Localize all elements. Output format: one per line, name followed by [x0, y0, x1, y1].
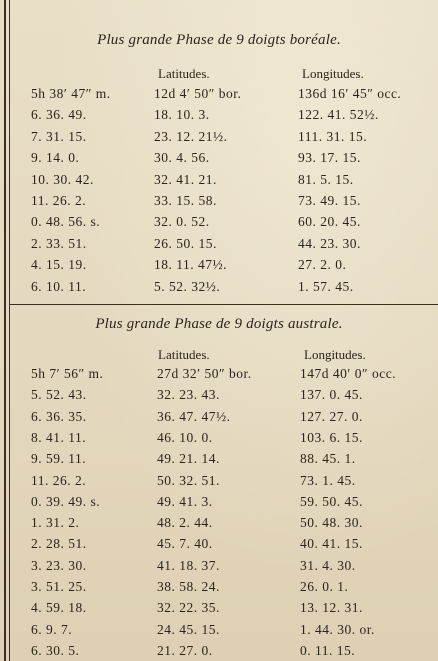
cell-time: 6. 36. 35.: [31, 408, 87, 424]
header-latitudes: Latitudes.: [158, 347, 210, 362]
cell-lat: 33. 15. 58.: [154, 193, 217, 208]
cell-time: 11. 26. 2.: [31, 193, 87, 208]
cell-lat: 18. 11. 47½.: [154, 257, 227, 273]
cell-lat: 30. 4. 56.: [154, 150, 210, 166]
cell-lat: 38. 58. 24.: [157, 579, 220, 594]
cell-time: 6. 30. 5.: [31, 642, 80, 658]
cell-lat: 21. 27. 0.: [157, 642, 213, 658]
cell-lon: 88. 45. 1.: [300, 451, 356, 467]
cell-lon: 26. 0. 1.: [300, 579, 349, 594]
cell-time: 4. 59. 18.: [31, 600, 87, 616]
cell-lat: 32. 41. 21.: [154, 171, 217, 187]
cell-time: 2. 28. 51.: [31, 536, 87, 552]
cell-lat: 49. 21. 14.: [157, 451, 220, 467]
cell-lon: 40. 41. 15.: [300, 536, 363, 552]
cell-lon: 60. 20. 45.: [298, 214, 361, 230]
cell-lat: 48. 2. 44.: [157, 515, 213, 531]
cell-time: 9. 14. 0.: [31, 150, 80, 166]
cell-time: 1. 31. 2.: [31, 515, 80, 531]
cell-lon: 81. 5. 15.: [298, 171, 354, 187]
cell-lon: 73. 49. 15.: [298, 193, 361, 208]
cell-lon: 1. 44. 30. or.: [300, 621, 375, 637]
cell-lat: 23. 12. 21½.: [154, 128, 228, 144]
cell-time: 4. 15. 19.: [31, 257, 87, 273]
cell-lat: 26. 50. 15.: [154, 235, 217, 251]
cell-lat: 41. 18. 37.: [157, 557, 220, 573]
cell-lat: 32. 22. 35.: [157, 600, 220, 616]
section-title: Plus grande Phase de 9 doigts australe.: [95, 316, 343, 332]
cell-lon: 93. 17. 15.: [298, 150, 361, 166]
cell-lon: 136d 16′ 45″ occ.: [298, 86, 402, 101]
cell-time: 0. 39. 49. s.: [31, 493, 101, 509]
cell-lat: 27d 32′ 50″ bor.: [157, 366, 252, 381]
cell-time: 6. 10. 11.: [31, 278, 87, 294]
header-longitudes: Longitudes.: [304, 347, 366, 362]
cell-lon: 1. 57. 45.: [298, 278, 354, 294]
cell-lon: 0. 11. 15.: [300, 642, 356, 658]
cell-lon: 44. 23. 30.: [298, 235, 361, 251]
cell-lat: 24. 45. 15.: [157, 621, 220, 637]
cell-time: 11. 26. 2.: [31, 472, 87, 488]
cell-lon: 137. 0. 45.: [300, 387, 363, 403]
cell-time: 5h 38′ 47″ m.: [31, 86, 111, 101]
cell-lon: 27. 2. 0.: [298, 257, 347, 273]
cell-time: 7. 31. 15.: [31, 128, 87, 144]
cell-time: 8. 41. 11.: [31, 429, 87, 445]
header-latitudes: Latitudes.: [158, 66, 210, 81]
cell-time: 3. 51. 25.: [31, 579, 87, 594]
cell-lat: 18. 10. 3.: [154, 107, 210, 123]
cell-lat: 46. 10. 0.: [157, 429, 213, 445]
cell-lon: 127. 27. 0.: [300, 408, 363, 424]
cell-time: 10. 30. 42.: [31, 171, 94, 187]
header-longitudes: Longitudes.: [302, 66, 364, 81]
cell-lon: 59. 50. 45.: [300, 493, 363, 509]
cell-lat: 32. 23. 43.: [157, 387, 220, 403]
cell-lon: 103. 6. 15.: [300, 429, 363, 445]
cell-lon: 147d 40′ 0″ occ.: [300, 366, 397, 381]
section-divider: [10, 304, 438, 305]
cell-lat: 5. 52. 32½.: [154, 278, 221, 294]
cell-lon: 13. 12. 31.: [300, 600, 363, 616]
cell-lon: 73. 1. 45.: [300, 472, 356, 488]
cell-time: 2. 33. 51.: [31, 235, 87, 251]
cell-time: 6. 9. 7.: [31, 621, 73, 637]
cell-lat: 49. 41. 3.: [157, 493, 213, 509]
cell-lat: 45. 7. 40.: [157, 536, 213, 552]
cell-lat: 12d 4′ 50″ bor.: [154, 86, 242, 101]
cell-time: 6. 36. 49.: [31, 107, 87, 123]
cell-time: 5h 7′ 56″ m.: [31, 366, 104, 381]
section-title: Plus grande Phase de 9 doigts boréale.: [97, 32, 341, 48]
cell-lon: 31. 4. 30.: [300, 557, 356, 573]
cell-lat: 32. 0. 52.: [154, 214, 210, 230]
cell-lat: 36. 47. 47½.: [157, 408, 231, 424]
cell-time: 0. 48. 56. s.: [31, 214, 101, 230]
cell-lon: 111. 31. 15.: [298, 128, 368, 144]
cell-time: 5. 52. 43.: [31, 387, 87, 403]
cell-lon: 50. 48. 30.: [300, 515, 363, 531]
cell-lat: 50. 32. 51.: [157, 472, 220, 488]
cell-lon: 122. 41. 52½.: [298, 107, 379, 123]
cell-time: 3. 23. 30.: [31, 557, 87, 573]
cell-time: 9. 59. 11.: [31, 451, 87, 467]
